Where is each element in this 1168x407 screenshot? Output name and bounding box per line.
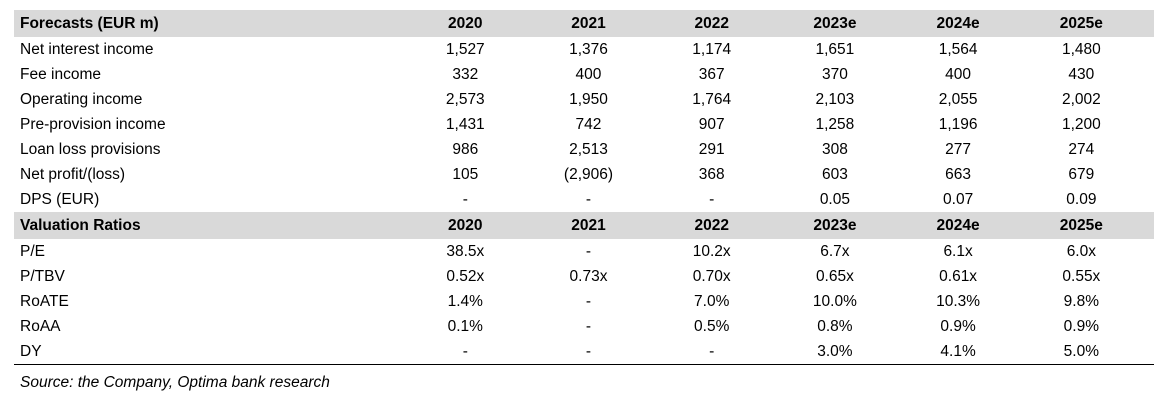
table-row xyxy=(14,289,1154,314)
row-value: 5.0% xyxy=(1031,339,1154,365)
row-value: - xyxy=(538,239,661,264)
row-value: 742 xyxy=(538,112,661,137)
row-value: 400 xyxy=(538,62,661,87)
row-value: - xyxy=(661,339,784,365)
row-label: Operating income xyxy=(14,87,415,112)
row-value: 6.0x xyxy=(1031,239,1154,264)
row-value: 1,174 xyxy=(661,37,784,62)
row-value: 1,764 xyxy=(661,87,784,112)
row-value: 1,950 xyxy=(538,87,661,112)
row-value: 0.73x xyxy=(538,264,661,289)
column-header-2025e: 2025e xyxy=(1031,10,1154,37)
row-label: Loan loss provisions xyxy=(14,137,415,162)
row-value: 308 xyxy=(784,137,907,162)
row-value: 9.8% xyxy=(1031,289,1154,314)
row-label: Net profit/(loss) xyxy=(14,162,415,187)
table-row xyxy=(14,314,1154,339)
row-value: 1,527 xyxy=(415,37,538,62)
column-header-2021: 2021 xyxy=(538,10,661,37)
row-value: 663 xyxy=(908,162,1031,187)
row-value: 3.0% xyxy=(784,339,907,365)
row-value: 1,196 xyxy=(908,112,1031,137)
row-value: 10.3% xyxy=(908,289,1031,314)
row-value: 0.61x xyxy=(908,264,1031,289)
row-label: RoATE xyxy=(14,289,415,314)
row-value: 0.52x xyxy=(415,264,538,289)
row-value: - xyxy=(538,187,661,212)
column-header-2020: 2020 xyxy=(415,212,538,239)
row-value: 7.0% xyxy=(661,289,784,314)
table-row xyxy=(14,112,1154,137)
row-value: - xyxy=(415,187,538,212)
row-value: 0.65x xyxy=(784,264,907,289)
table-row xyxy=(14,162,1154,187)
row-value: 291 xyxy=(661,137,784,162)
row-value: 2,573 xyxy=(415,87,538,112)
row-value: - xyxy=(415,339,538,365)
table-row xyxy=(14,137,1154,162)
column-header-2024e: 2024e xyxy=(908,212,1031,239)
row-value: - xyxy=(661,187,784,212)
source-note: Source: the Company, Optima bank research xyxy=(20,374,330,391)
row-value: 0.09 xyxy=(1031,187,1154,212)
column-header-2024e: 2024e xyxy=(908,10,1031,37)
row-label: Pre-provision income xyxy=(14,112,415,137)
row-value: 430 xyxy=(1031,62,1154,87)
row-value: 1,431 xyxy=(415,112,538,137)
table-row xyxy=(14,264,1154,289)
row-value: 1,200 xyxy=(1031,112,1154,137)
column-header-2022: 2022 xyxy=(661,212,784,239)
row-label: Net interest income xyxy=(14,37,415,62)
table-row xyxy=(14,339,1154,365)
row-value: 370 xyxy=(784,62,907,87)
row-value: 2,513 xyxy=(538,137,661,162)
row-value: 368 xyxy=(661,162,784,187)
row-value: 367 xyxy=(661,62,784,87)
row-value: 0.9% xyxy=(908,314,1031,339)
row-label: P/TBV xyxy=(14,264,415,289)
row-value: 1,651 xyxy=(784,37,907,62)
row-value: - xyxy=(538,289,661,314)
row-value: 10.0% xyxy=(784,289,907,314)
column-header-2020: 2020 xyxy=(415,10,538,37)
section-header-label: Valuation Ratios xyxy=(14,212,415,239)
section-header-label: Forecasts (EUR m) xyxy=(14,10,415,37)
row-value: (2,906) xyxy=(538,162,661,187)
row-value: 0.07 xyxy=(908,187,1031,212)
row-label: Fee income xyxy=(14,62,415,87)
row-value: 332 xyxy=(415,62,538,87)
row-value: 0.8% xyxy=(784,314,907,339)
row-value: 2,055 xyxy=(908,87,1031,112)
row-value: 38.5x xyxy=(415,239,538,264)
row-value: 105 xyxy=(415,162,538,187)
row-label: DPS (EUR) xyxy=(14,187,415,212)
row-value: 2,103 xyxy=(784,87,907,112)
row-value: - xyxy=(538,339,661,365)
table-row xyxy=(14,239,1154,264)
row-value: 986 xyxy=(415,137,538,162)
table-row xyxy=(14,37,1154,62)
row-value: 400 xyxy=(908,62,1031,87)
row-value: 1,376 xyxy=(538,37,661,62)
row-value: 0.70x xyxy=(661,264,784,289)
row-value: 4.1% xyxy=(908,339,1031,365)
row-value: 0.05 xyxy=(784,187,907,212)
row-value: 0.1% xyxy=(415,314,538,339)
section-header-valuation-ratios xyxy=(14,212,1154,239)
row-label: DY xyxy=(14,339,415,365)
row-value: 0.5% xyxy=(661,314,784,339)
row-value: 0.55x xyxy=(1031,264,1154,289)
row-value: 0.9% xyxy=(1031,314,1154,339)
row-value: 2,002 xyxy=(1031,87,1154,112)
row-value: 907 xyxy=(661,112,784,137)
row-value: 277 xyxy=(908,137,1031,162)
table-row xyxy=(14,187,1154,212)
column-header-2023e: 2023e xyxy=(784,212,907,239)
table-row xyxy=(14,62,1154,87)
row-label: RoAA xyxy=(14,314,415,339)
column-header-2021: 2021 xyxy=(538,212,661,239)
row-value: 10.2x xyxy=(661,239,784,264)
row-value: 1,564 xyxy=(908,37,1031,62)
row-value: 1.4% xyxy=(415,289,538,314)
row-label: P/E xyxy=(14,239,415,264)
column-header-2022: 2022 xyxy=(661,10,784,37)
row-value: 1,480 xyxy=(1031,37,1154,62)
row-value: 6.1x xyxy=(908,239,1031,264)
section-header-forecasts xyxy=(14,10,1154,37)
row-value: - xyxy=(538,314,661,339)
row-value: 603 xyxy=(784,162,907,187)
row-value: 274 xyxy=(1031,137,1154,162)
row-value: 6.7x xyxy=(784,239,907,264)
column-header-2025e: 2025e xyxy=(1031,212,1154,239)
row-value: 1,258 xyxy=(784,112,907,137)
table-row xyxy=(14,87,1154,112)
forecasts-table xyxy=(14,10,1154,365)
row-value: 679 xyxy=(1031,162,1154,187)
column-header-2023e: 2023e xyxy=(784,10,907,37)
